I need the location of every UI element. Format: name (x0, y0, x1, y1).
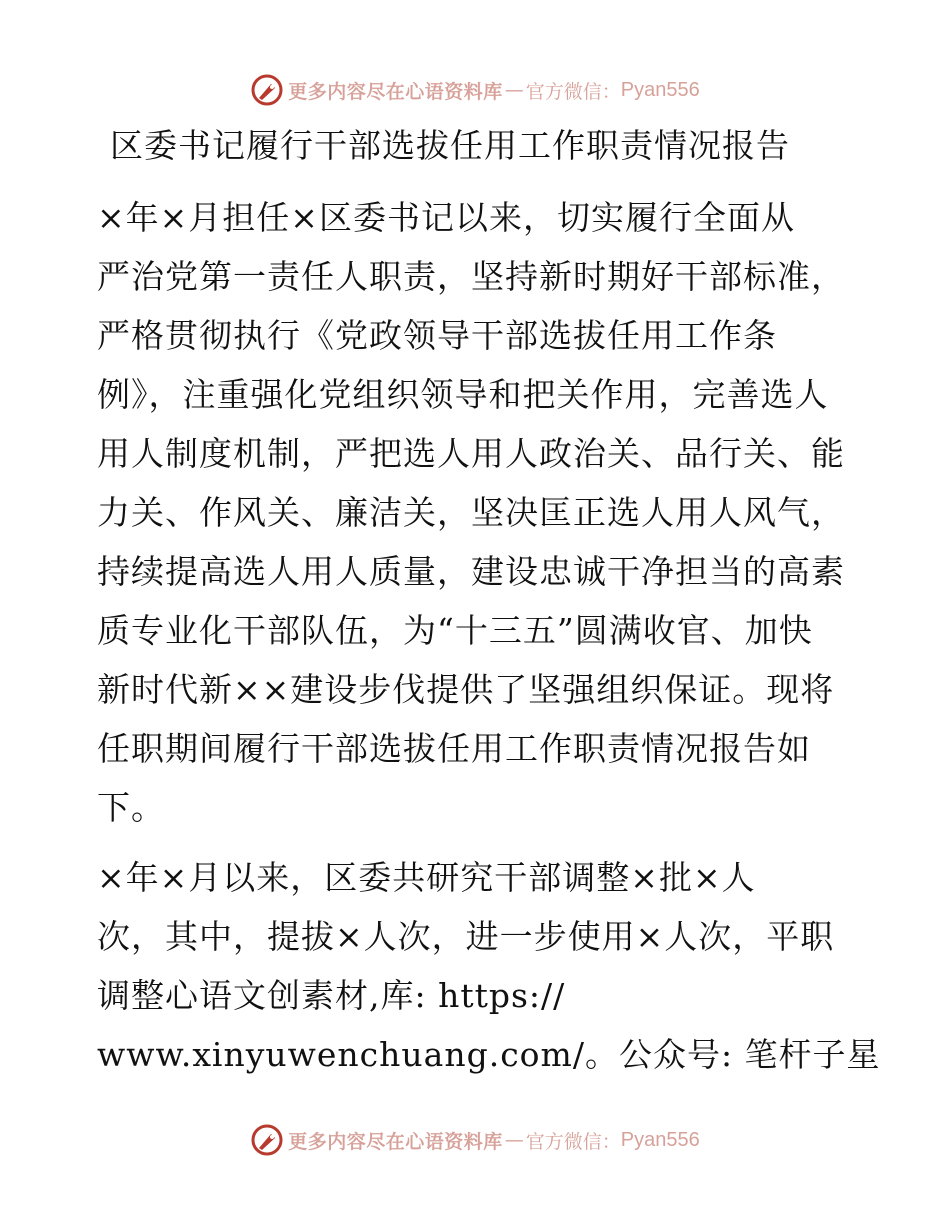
text-line: 调整心语文创素材,库: https:// (97, 976, 566, 1015)
text-line: 力关、作风关、廉洁关，坚决匡正选人用人风气， (97, 493, 845, 532)
text-line: ×年×月以来，区委共研究干部调整×批×人 (97, 858, 756, 897)
text-line: 下。 (97, 788, 165, 827)
text-line: 例》，注重强化党组织领导和把关作用，完善选人 (97, 375, 829, 414)
banner-site-name: 更多内容尽在心语资料库 (288, 1130, 503, 1153)
text-line: 质专业化干部队伍，为“十三五”圆满收官、加快 (97, 611, 813, 650)
banner-separator: — (504, 1129, 524, 1151)
pen-nib-logo-icon (250, 1123, 284, 1157)
document-title: 区委书记履行干部选拔任用工作职责情况报告 (110, 126, 790, 165)
text-line: www.xinyuwenchuang.com/。公众号: 笔杆子星 (97, 1035, 881, 1074)
text-line: 严治党第一责任人职责，坚持新时期好干部标准， (97, 257, 845, 296)
text-line: 任职期间履行干部选拔任用工作职责情况报告如 (97, 729, 811, 768)
banner-site-name: 更多内容尽在心语资料库 (288, 80, 503, 103)
text-line: 严格贯彻执行《党政领导干部选拔任用工作条 (97, 316, 777, 355)
banner-separator: — (504, 79, 524, 101)
text-line: 持续提高选人用人质量，建设忠诚干净担当的高素 (97, 552, 845, 591)
pen-nib-logo-icon (250, 73, 284, 107)
banner-wechat-label: 官方微信： (525, 1130, 621, 1153)
footer-watermark-banner (0, 1120, 950, 1160)
text-line: ×年×月担任×区委书记以来，切实履行全面从 (97, 198, 795, 237)
text-line: 次，其中，提拔×人次，进一步使用×人次，平职 (97, 917, 835, 956)
banner-wechat-id: Pyan556 (620, 78, 700, 101)
text-line: 用人制度机制，严把选人用人政治关、品行关、能 (97, 434, 845, 473)
banner-wechat-label: 官方微信： (525, 80, 621, 103)
header-watermark-banner (0, 70, 950, 110)
text-line: 新时代新××建设步伐提供了坚强组织保证。现将 (97, 670, 835, 709)
banner-wechat-id: Pyan556 (620, 1128, 700, 1151)
